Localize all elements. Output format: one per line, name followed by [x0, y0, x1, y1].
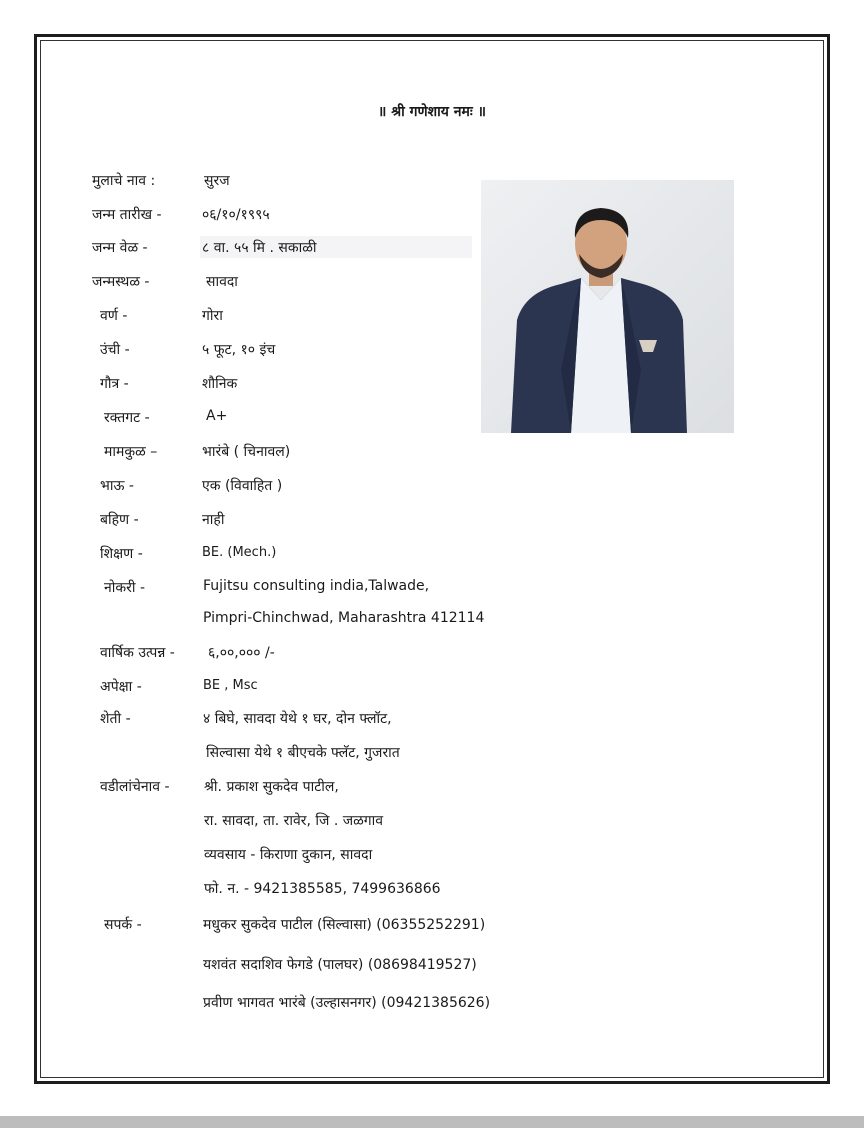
label-farm: शेती - [100, 711, 131, 727]
label-name: मुलाचे नाव : [92, 173, 156, 189]
value-father-phone: फो. न. - 9421385585, 7499636866 [204, 881, 441, 897]
page-heading: ॥ श्री गणेशाय नमः ॥ [377, 104, 487, 120]
value-brother: एक (विवाहित ) [202, 478, 283, 494]
label-height: उंची - [100, 342, 130, 358]
label-birth-time: जन्म वेळ - [92, 240, 148, 256]
label-dob: जन्म तारीख - [92, 207, 162, 223]
value-birth-time: ८ वा. ५५ मि . सकाळी [202, 240, 317, 256]
value-birthplace: सावदा [206, 274, 238, 290]
value-blood-group: A+ [206, 408, 228, 424]
value-dob: ०६/१०/१९९५ [202, 207, 270, 223]
value-height: ५ फूट, १० इंच [202, 342, 276, 358]
value-annual-income: ६,००,००० /- [208, 645, 275, 661]
label-blood-group: रक्तगट - [104, 410, 150, 426]
label-complexion: वर्ण - [100, 308, 128, 324]
value-mamkul: भारंबे ( चिनावल) [202, 444, 291, 460]
value-gotra: शौनिक [202, 376, 238, 392]
label-education: शिक्षण - [100, 546, 143, 562]
value-farm-line1: ४ बिघे, सावदा येथे १ घर, दोन फ्लॉट, [203, 711, 392, 727]
person-photo-icon [481, 180, 734, 433]
label-gotra: गौत्र - [100, 376, 129, 392]
label-contact: सपर्क - [104, 917, 142, 933]
value-complexion: गोरा [202, 308, 223, 324]
value-father-line1: श्री. प्रकाश सुकदेव पाटील, [204, 779, 339, 795]
value-education: BE. (Mech.) [202, 545, 277, 560]
value-expectation: BE , Msc [203, 678, 258, 693]
value-contact-2: यशवंत सदाशिव फेगडे (पालघर) (08698419527) [203, 957, 477, 973]
label-mamkul: मामकुळ – [104, 444, 158, 460]
label-father-name: वडीलांचेनाव - [100, 779, 170, 795]
profile-photo [481, 180, 734, 433]
bottom-scroll-bar [0, 1116, 864, 1128]
label-brother: भाऊ - [100, 478, 134, 494]
value-father-line2: रा. सावदा, ता. रावेर, जि . जळगाव [204, 813, 384, 829]
value-sister: नाही [202, 512, 225, 528]
value-contact-1: मधुकर सुकदेव पाटील (सिल्वासा) (06355252291) [203, 917, 486, 933]
value-farm-line2: सिल्वासा येथे १ बीएचके फ्लॅट, गुजरात [206, 745, 400, 761]
label-expectation: अपेक्षा - [100, 679, 142, 695]
value-job-line2: Pimpri-Chinchwad, Maharashtra 412114 [203, 610, 485, 626]
label-annual-income: वार्षिक उत्पन्न - [100, 645, 175, 661]
label-job: नोकरी - [104, 580, 146, 596]
label-sister: बहिण - [100, 512, 139, 528]
value-contact-3: प्रवीण भागवत भारंबे (उल्हासनगर) (09421385626) [203, 995, 491, 1011]
value-father-line3: व्यवसाय - किराणा दुकान, सावदा [204, 847, 373, 863]
label-birthplace: जन्मस्थळ - [92, 274, 150, 290]
value-name: सुरज [204, 173, 230, 189]
value-job-line1: Fujitsu consulting india,Talwade, [203, 578, 430, 594]
